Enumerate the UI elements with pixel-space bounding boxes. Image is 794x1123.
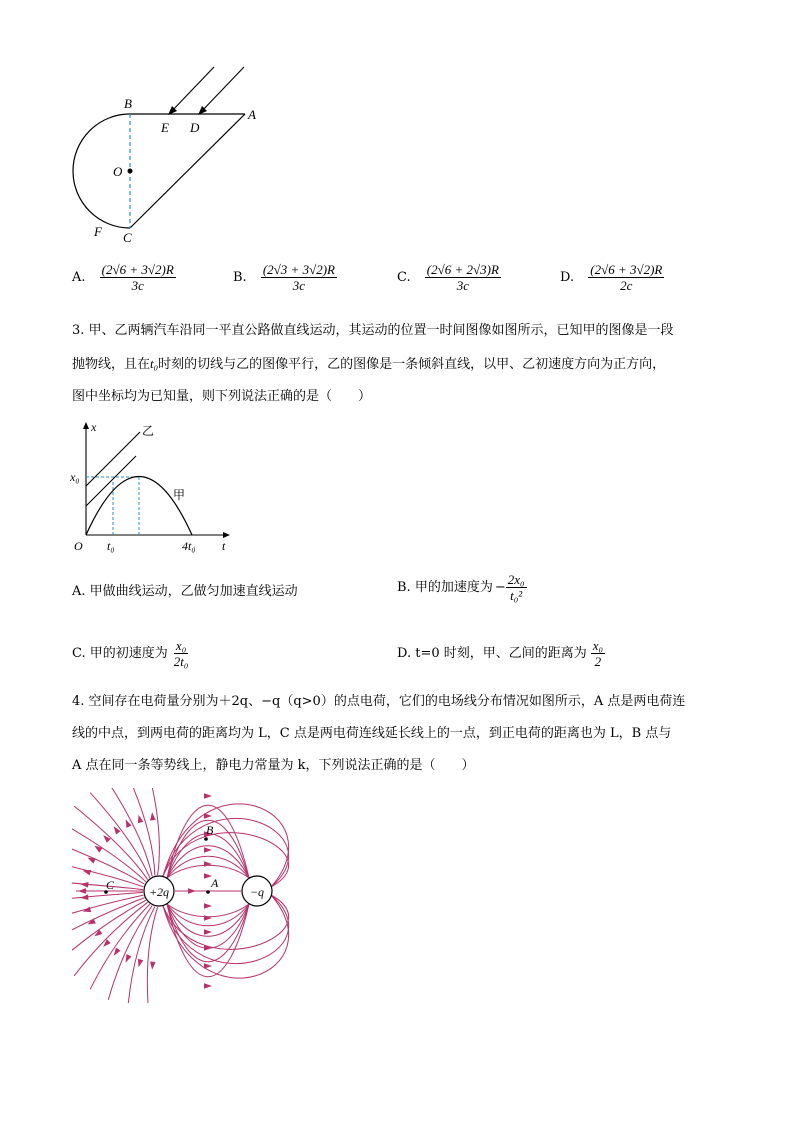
series-jia-curve [86,477,192,536]
q3-option-c[interactable]: C. 甲的初速度为 $\frac{\text{x₀}}{\text{2t₀}}$ [72,638,189,669]
label-B: B [124,96,132,111]
q2-option-d[interactable]: D. $\frac{(2√6 + 3√2)R}{2c}$ [560,262,663,293]
series-yi-label: 乙 [142,424,155,438]
point-B-dot [204,837,208,841]
field-arrow [204,915,212,921]
label-C: C [123,230,132,245]
geometry-figure [60,55,280,255]
label-D: D [190,120,200,135]
q2-option-c[interactable]: C. $\frac{(2√6 + 2√3)R}{3c}$ [397,262,499,293]
q3-option-c-denominator: 2t₀ [173,654,189,669]
q4-stem-line-1: 4. 空间存在电荷量分别为＋2q、−q（q>0）的点电荷，它们的电场线分布情况如图所示，A 点是两电荷连 [72,694,686,709]
q2-option-d-numerator: (2√6 + 3√2)R [590,262,663,277]
field-arrow [204,793,212,799]
field-arrow [204,983,212,989]
field-line [147,907,157,1003]
field-line [72,895,144,922]
t-axis-arrow [223,532,230,538]
field-line [108,788,152,876]
q3-position-time-graph [66,420,246,558]
field-line [90,793,150,878]
q2-option-a-denominator: 3c [131,278,144,293]
electric-field-figure [72,788,322,1003]
q3-option-b-denominator: t₀² [510,588,523,603]
field-line [128,906,155,1003]
point-A-label: A [211,876,219,890]
point-B-label: B [206,823,214,837]
q3-stem-line-1: 3. 甲、乙两辆汽车沿同一平直公路做直线运动，其运动的位置一时间图像如图所示，已知甲的图像是一段 [72,323,674,338]
label-A: A [248,107,256,122]
field-line [128,788,155,876]
x-axis-arrow [83,422,89,429]
q4-stem-line-3: A 点在同一条等势线上，静电力常量为 k，下列说法正确的是（ ） [72,758,475,773]
q3-option-d[interactable]: D. t=0 时刻，甲、乙间的距离为 $\frac{\text{x₀}}{2}$ [397,638,604,669]
q3-option-b[interactable]: B. 甲的加速度为 − $\frac{\text{2x₀}}{\text{t₀²}}$ [397,572,525,603]
q2-option-b[interactable]: B. $\frac{(2√3 + 3√2)R}{3c}$ [233,262,335,293]
field-arrow [78,888,86,894]
q2-option-c-numerator: (2√6 + 2√3)R [426,262,499,277]
label-E: E [161,120,169,135]
q3-option-b-numerator: 2x₀ [507,572,525,587]
ray-to-D [200,67,244,113]
q4-stem-line-2: 线的中点，到两电荷的距离均为 L，C 点是两电荷连线延长线上的一点，到正电荷的距离也为 L，B 点与 [72,726,672,741]
point-A-dot [206,890,210,894]
q2-option-c-denominator: 3c [456,278,469,293]
center-point-O [128,169,133,174]
negative-charge-label: −q [249,885,265,899]
q3-stem-line-3: 图中坐标均为已知量，则下列说法正确的是（ ） [72,389,372,404]
field-arrow [204,861,212,867]
q2-option-d-denominator: 2c [620,278,633,293]
field-arrow [204,903,212,909]
point-C-label: C [106,878,115,892]
field-line [163,895,289,964]
q2-option-b-denominator: 3c [292,278,306,293]
field-arrow [87,858,95,864]
label-F: F [94,224,102,239]
field-line [72,900,146,960]
label-O: O [113,164,123,179]
q3-option-c-numerator: x₀ [175,638,187,653]
field-arrow [204,847,212,853]
x0-tick-label: x₀ [70,470,80,484]
field-arrow [83,870,91,875]
field-arrow [188,888,196,894]
field-arrow [150,812,156,820]
q3-option-a[interactable]: A. 甲做曲线运动，乙做匀加速直线运动 [72,584,298,599]
series-jia-label: 甲 [173,488,186,502]
axis-label-x: x [91,420,97,434]
positive-charge-label: +2q [148,885,170,899]
field-arrow [80,882,88,888]
field-arrow [126,954,132,962]
field-arrow [114,948,121,956]
q2-option-a[interactable]: A. $\frac{(2√6 + 3√2)R}{3c}$ [72,262,174,293]
4t0-tick-label: 4t₀ [182,539,196,553]
origin-label: O [74,539,83,553]
field-line [163,818,289,887]
field-line [74,902,148,976]
line-AC [130,114,245,228]
field-arrow [138,959,143,967]
q3-stem-line-2: 抛物线，且在t₀时刻的切线与乙的图像平行，乙的图像是一条倾斜直线，以甲、乙初速度方向为正方向， [72,356,666,372]
q3-option-d-numerator: x₀ [592,638,604,653]
field-arrow [138,815,143,823]
ray-to-E [170,67,214,113]
q2-option-a-numerator: (2√6 + 3√2)R [101,262,174,277]
field-line [72,822,146,882]
tangent-line [86,456,136,506]
axis-label-t: t [222,539,226,553]
field-arrow [204,929,212,935]
q2-option-b-numerator: (2√3 + 3√2)R [262,262,335,277]
t0-tick-label: t₀ [107,539,115,553]
field-arrow [150,961,156,969]
q3-option-d-denominator: 2 [594,654,602,669]
